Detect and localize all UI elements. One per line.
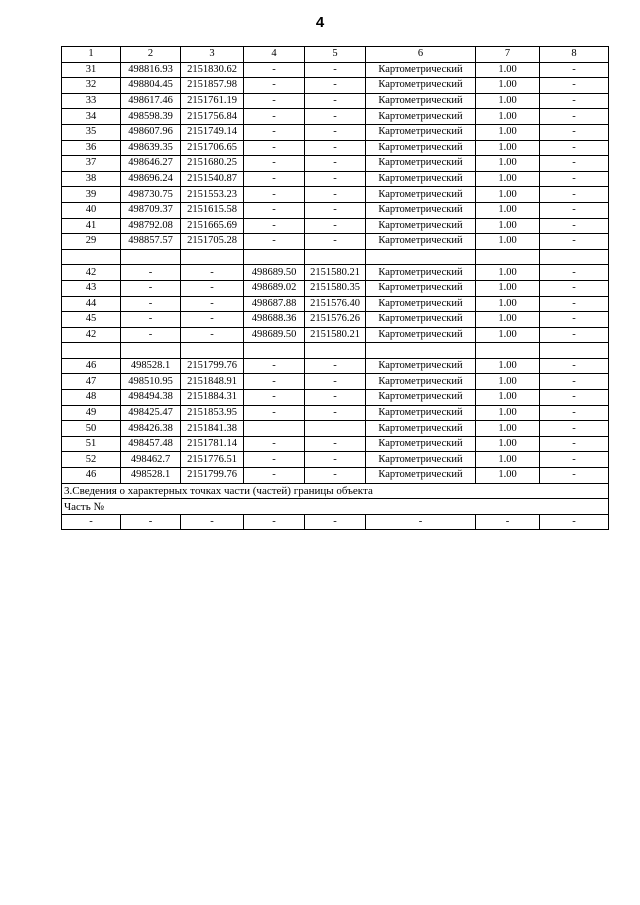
table-cell: -: [244, 187, 305, 203]
table-cell: 498689.02: [244, 280, 305, 296]
table-cell: [305, 421, 366, 437]
table-cell: 498494.38: [121, 390, 181, 406]
table-cell: -: [305, 218, 366, 234]
table-cell: 498457.48: [121, 436, 181, 452]
table-cell: 498857.57: [121, 234, 181, 250]
table-cell: 2151761.19: [181, 93, 244, 109]
table-cell: 6: [366, 47, 476, 63]
table-cell: [181, 343, 244, 359]
table-cell: -: [181, 265, 244, 281]
table-cell: 3: [181, 47, 244, 63]
table-cell: Картометрический: [366, 62, 476, 78]
table-cell: 2151799.76: [181, 358, 244, 374]
table-cell: 1.00: [476, 327, 540, 343]
table-cell: -: [121, 280, 181, 296]
table-cell: 1.00: [476, 156, 540, 172]
table-cell: -: [540, 436, 609, 452]
table-cell: 1.00: [476, 124, 540, 140]
table-cell: -: [244, 156, 305, 172]
table-cell: -: [540, 390, 609, 406]
table-body: [62, 47, 609, 530]
table-cell: 48: [62, 390, 121, 406]
table-cell: 498730.75: [121, 187, 181, 203]
table-cell: -: [181, 327, 244, 343]
table-cell: 498426.38: [121, 421, 181, 437]
table-cell: Картометрический: [366, 296, 476, 312]
table-cell: 43: [62, 280, 121, 296]
table-row: [62, 187, 609, 203]
table-cell: -: [305, 390, 366, 406]
table-cell: 49: [62, 405, 121, 421]
table-cell: 2151756.84: [181, 109, 244, 125]
table-cell: 50: [62, 421, 121, 437]
table-cell: 498687.88: [244, 296, 305, 312]
table-cell: Картометрический: [366, 374, 476, 390]
table-cell: -: [540, 452, 609, 468]
table-cell: 1.00: [476, 296, 540, 312]
table-cell: 33: [62, 93, 121, 109]
part-label-text: Часть №: [62, 499, 609, 515]
table-cell: -: [305, 234, 366, 250]
table-cell: -: [244, 374, 305, 390]
table-cell: -: [366, 514, 476, 530]
table-cell: [244, 421, 305, 437]
table-cell: -: [305, 187, 366, 203]
table-cell: 1.00: [476, 218, 540, 234]
table-row: [62, 234, 609, 250]
table-cell: Картометрический: [366, 140, 476, 156]
table-header-row: [62, 47, 609, 63]
table-cell: Картометрический: [366, 405, 476, 421]
table-cell: 1.00: [476, 436, 540, 452]
table-cell: 1.00: [476, 452, 540, 468]
table-cell: -: [244, 390, 305, 406]
table-cell: -: [244, 436, 305, 452]
table-cell: [476, 343, 540, 359]
table-cell: Картометрический: [366, 265, 476, 281]
table-row: [62, 109, 609, 125]
table-cell: 34: [62, 109, 121, 125]
table-cell: -: [540, 218, 609, 234]
table-cell: -: [244, 171, 305, 187]
table-cell: -: [540, 405, 609, 421]
table-row: [62, 405, 609, 421]
table-cell: -: [476, 514, 540, 530]
table-cell: [305, 343, 366, 359]
table-row: [62, 93, 609, 109]
table-cell: -: [540, 202, 609, 218]
table-cell: -: [121, 296, 181, 312]
table-cell: -: [540, 62, 609, 78]
table-cell: 498689.50: [244, 265, 305, 281]
table-row: [62, 358, 609, 374]
table-cell: Картометрический: [366, 280, 476, 296]
part-label: [62, 499, 609, 515]
table-cell: -: [62, 514, 121, 530]
table-cell: [244, 249, 305, 265]
table-cell: -: [540, 93, 609, 109]
table-cell: -: [540, 374, 609, 390]
table-cell: 2151615.58: [181, 202, 244, 218]
table-cell: 2151848.91: [181, 374, 244, 390]
table-cell: 2: [121, 47, 181, 63]
table-row: [62, 343, 609, 359]
table-row: [62, 249, 609, 265]
table-cell: Картометрический: [366, 452, 476, 468]
table-cell: 498646.27: [121, 156, 181, 172]
table-cell: 498425.47: [121, 405, 181, 421]
table-cell: 1.00: [476, 62, 540, 78]
table-cell: -: [540, 109, 609, 125]
table-cell: 2151781.14: [181, 436, 244, 452]
table-cell: -: [181, 296, 244, 312]
table-cell: 498462.7: [121, 452, 181, 468]
table-cell: -: [244, 358, 305, 374]
table-cell: 1.00: [476, 265, 540, 281]
table-cell: 1.00: [476, 93, 540, 109]
table-row: [62, 312, 609, 328]
table-row: [62, 468, 609, 484]
table-cell: 46: [62, 468, 121, 484]
table-cell: 37: [62, 156, 121, 172]
table-cell: Картометрический: [366, 234, 476, 250]
table-cell: 2151776.51: [181, 452, 244, 468]
table-cell: 1: [62, 47, 121, 63]
section-title-text: 3.Сведения о характерных точках части (частей) границы объекта: [62, 483, 609, 499]
table-cell: 2151705.28: [181, 234, 244, 250]
table-cell: Картометрический: [366, 390, 476, 406]
table-cell: 2151580.21: [305, 327, 366, 343]
table-row: [62, 218, 609, 234]
table-cell: [540, 249, 609, 265]
section-title: [62, 483, 609, 499]
table-cell: 1.00: [476, 280, 540, 296]
table-cell: 1.00: [476, 468, 540, 484]
table-cell: 498804.45: [121, 78, 181, 94]
table-cell: Картометрический: [366, 187, 476, 203]
table-cell: 498528.1: [121, 468, 181, 484]
table-cell: 498688.36: [244, 312, 305, 328]
table-cell: -: [121, 312, 181, 328]
table-cell: Картометрический: [366, 109, 476, 125]
table-cell: [540, 343, 609, 359]
table-cell: -: [540, 78, 609, 94]
table-cell: -: [305, 514, 366, 530]
table-cell: Картометрический: [366, 171, 476, 187]
table-cell: -: [540, 280, 609, 296]
table-cell: -: [181, 280, 244, 296]
table-cell: 498816.93: [121, 62, 181, 78]
table-cell: -: [244, 218, 305, 234]
table-cell: -: [305, 156, 366, 172]
table-cell: Картометрический: [366, 468, 476, 484]
table-cell: -: [305, 109, 366, 125]
table-cell: 31: [62, 62, 121, 78]
table-row: [62, 436, 609, 452]
table-cell: 2151706.65: [181, 140, 244, 156]
table-cell: 2151857.98: [181, 78, 244, 94]
table-cell: -: [305, 374, 366, 390]
table-cell: 1.00: [476, 187, 540, 203]
table-row: [62, 78, 609, 94]
table-cell: [244, 343, 305, 359]
table-cell: Картометрический: [366, 202, 476, 218]
table-cell: 498639.35: [121, 140, 181, 156]
table-cell: 51: [62, 436, 121, 452]
table-cell: [305, 249, 366, 265]
table-cell: 2151665.69: [181, 218, 244, 234]
table-cell: [121, 343, 181, 359]
table-cell: 42: [62, 265, 121, 281]
table-cell: -: [540, 421, 609, 437]
table-cell: -: [244, 109, 305, 125]
table-cell: -: [244, 140, 305, 156]
table-cell: 2151749.14: [181, 124, 244, 140]
table-cell: -: [540, 327, 609, 343]
table-cell: -: [540, 156, 609, 172]
table-cell: 2151580.21: [305, 265, 366, 281]
table-cell: Картометрический: [366, 156, 476, 172]
table-cell: -: [305, 124, 366, 140]
table-cell: 2151540.87: [181, 171, 244, 187]
table-cell: 44: [62, 296, 121, 312]
table-cell: -: [244, 93, 305, 109]
table-cell: -: [244, 202, 305, 218]
table-cell: 498598.39: [121, 109, 181, 125]
table-cell: -: [244, 124, 305, 140]
table-row: [62, 374, 609, 390]
table-cell: 2151841.38: [181, 421, 244, 437]
table-cell: -: [181, 514, 244, 530]
table-cell: 52: [62, 452, 121, 468]
table-cell: -: [305, 202, 366, 218]
table-row: [62, 265, 609, 281]
table-row: [62, 202, 609, 218]
table-cell: 2151576.26: [305, 312, 366, 328]
table-cell: Картометрический: [366, 358, 476, 374]
table-cell: -: [305, 78, 366, 94]
table-cell: -: [305, 62, 366, 78]
table-cell: 5: [305, 47, 366, 63]
table-cell: 29: [62, 234, 121, 250]
table-cell: 1.00: [476, 390, 540, 406]
table-row: [62, 421, 609, 437]
table-row: [62, 156, 609, 172]
table-cell: 32: [62, 78, 121, 94]
table-cell: -: [244, 468, 305, 484]
table-cell: 39: [62, 187, 121, 203]
table-cell: -: [305, 93, 366, 109]
table-cell: 498617.46: [121, 93, 181, 109]
table-row: [62, 390, 609, 406]
table-cell: -: [305, 140, 366, 156]
table-cell: -: [244, 514, 305, 530]
table-cell: 4: [244, 47, 305, 63]
table-cell: -: [540, 514, 609, 530]
table-cell: 45: [62, 312, 121, 328]
table-cell: Картометрический: [366, 421, 476, 437]
table-cell: -: [121, 514, 181, 530]
table-cell: Картометрический: [366, 327, 476, 343]
table-cell: [62, 249, 121, 265]
table-cell: 2151884.31: [181, 390, 244, 406]
table-cell: 2151580.35: [305, 280, 366, 296]
table-row: [62, 140, 609, 156]
table-cell: -: [305, 405, 366, 421]
table-cell: 36: [62, 140, 121, 156]
table-cell: -: [244, 234, 305, 250]
table-cell: 41: [62, 218, 121, 234]
table-cell: [366, 249, 476, 265]
table-cell: 498528.1: [121, 358, 181, 374]
table-cell: -: [121, 265, 181, 281]
table-cell: -: [121, 327, 181, 343]
table-cell: -: [540, 171, 609, 187]
table-cell: 2151799.76: [181, 468, 244, 484]
table-cell: Картометрический: [366, 436, 476, 452]
table-cell: -: [244, 405, 305, 421]
table-row: [62, 452, 609, 468]
table-cell: 2151830.62: [181, 62, 244, 78]
table-cell: 1.00: [476, 374, 540, 390]
table-cell: [121, 249, 181, 265]
table-cell: 1.00: [476, 171, 540, 187]
table-cell: 47: [62, 374, 121, 390]
table-cell: 1.00: [476, 358, 540, 374]
table-cell: 8: [540, 47, 609, 63]
table-row: [62, 171, 609, 187]
table-cell: Картометрический: [366, 312, 476, 328]
table-row: [62, 280, 609, 296]
table-cell: 7: [476, 47, 540, 63]
coordinates-table: [61, 46, 609, 530]
table-cell: 38: [62, 171, 121, 187]
table-cell: 498709.37: [121, 202, 181, 218]
table-cell: -: [305, 358, 366, 374]
table-cell: Картометрический: [366, 218, 476, 234]
table-cell: 1.00: [476, 234, 540, 250]
table-cell: 35: [62, 124, 121, 140]
table-cell: 498792.08: [121, 218, 181, 234]
table-cell: 498689.50: [244, 327, 305, 343]
table-cell: 1.00: [476, 421, 540, 437]
table-row: [62, 327, 609, 343]
table-cell: 1.00: [476, 405, 540, 421]
table-cell: 1.00: [476, 140, 540, 156]
table-cell: Картометрический: [366, 78, 476, 94]
table-cell: -: [244, 78, 305, 94]
table-cell: 498607.96: [121, 124, 181, 140]
table-cell: 2151680.25: [181, 156, 244, 172]
table-cell: [476, 249, 540, 265]
table-cell: 1.00: [476, 109, 540, 125]
table-row: [62, 62, 609, 78]
table-cell: 2151553.23: [181, 187, 244, 203]
table-cell: [181, 249, 244, 265]
table-cell: -: [540, 358, 609, 374]
table-cell: -: [540, 124, 609, 140]
table-row: [62, 514, 609, 530]
table-cell: -: [244, 452, 305, 468]
table-cell: -: [305, 452, 366, 468]
table-cell: 498696.24: [121, 171, 181, 187]
table-cell: -: [540, 265, 609, 281]
table-cell: 2151853.95: [181, 405, 244, 421]
table-cell: -: [305, 436, 366, 452]
table-cell: -: [540, 234, 609, 250]
table-cell: 42: [62, 327, 121, 343]
table-cell: -: [244, 62, 305, 78]
table-cell: -: [181, 312, 244, 328]
table-cell: 40: [62, 202, 121, 218]
table-row: [62, 124, 609, 140]
table-cell: -: [540, 187, 609, 203]
table-row: [62, 296, 609, 312]
table-cell: 1.00: [476, 78, 540, 94]
table-cell: 498510.95: [121, 374, 181, 390]
table-cell: [366, 343, 476, 359]
page-number: 4: [315, 14, 325, 31]
table-cell: -: [305, 171, 366, 187]
table-cell: -: [540, 312, 609, 328]
table-cell: 1.00: [476, 312, 540, 328]
table-cell: 46: [62, 358, 121, 374]
table-cell: -: [540, 140, 609, 156]
table-cell: [62, 343, 121, 359]
table-cell: 1.00: [476, 202, 540, 218]
table-cell: 2151576.40: [305, 296, 366, 312]
table-cell: -: [305, 468, 366, 484]
table-cell: -: [540, 468, 609, 484]
table-cell: -: [540, 296, 609, 312]
table-cell: Картометрический: [366, 124, 476, 140]
table-cell: Картометрический: [366, 93, 476, 109]
